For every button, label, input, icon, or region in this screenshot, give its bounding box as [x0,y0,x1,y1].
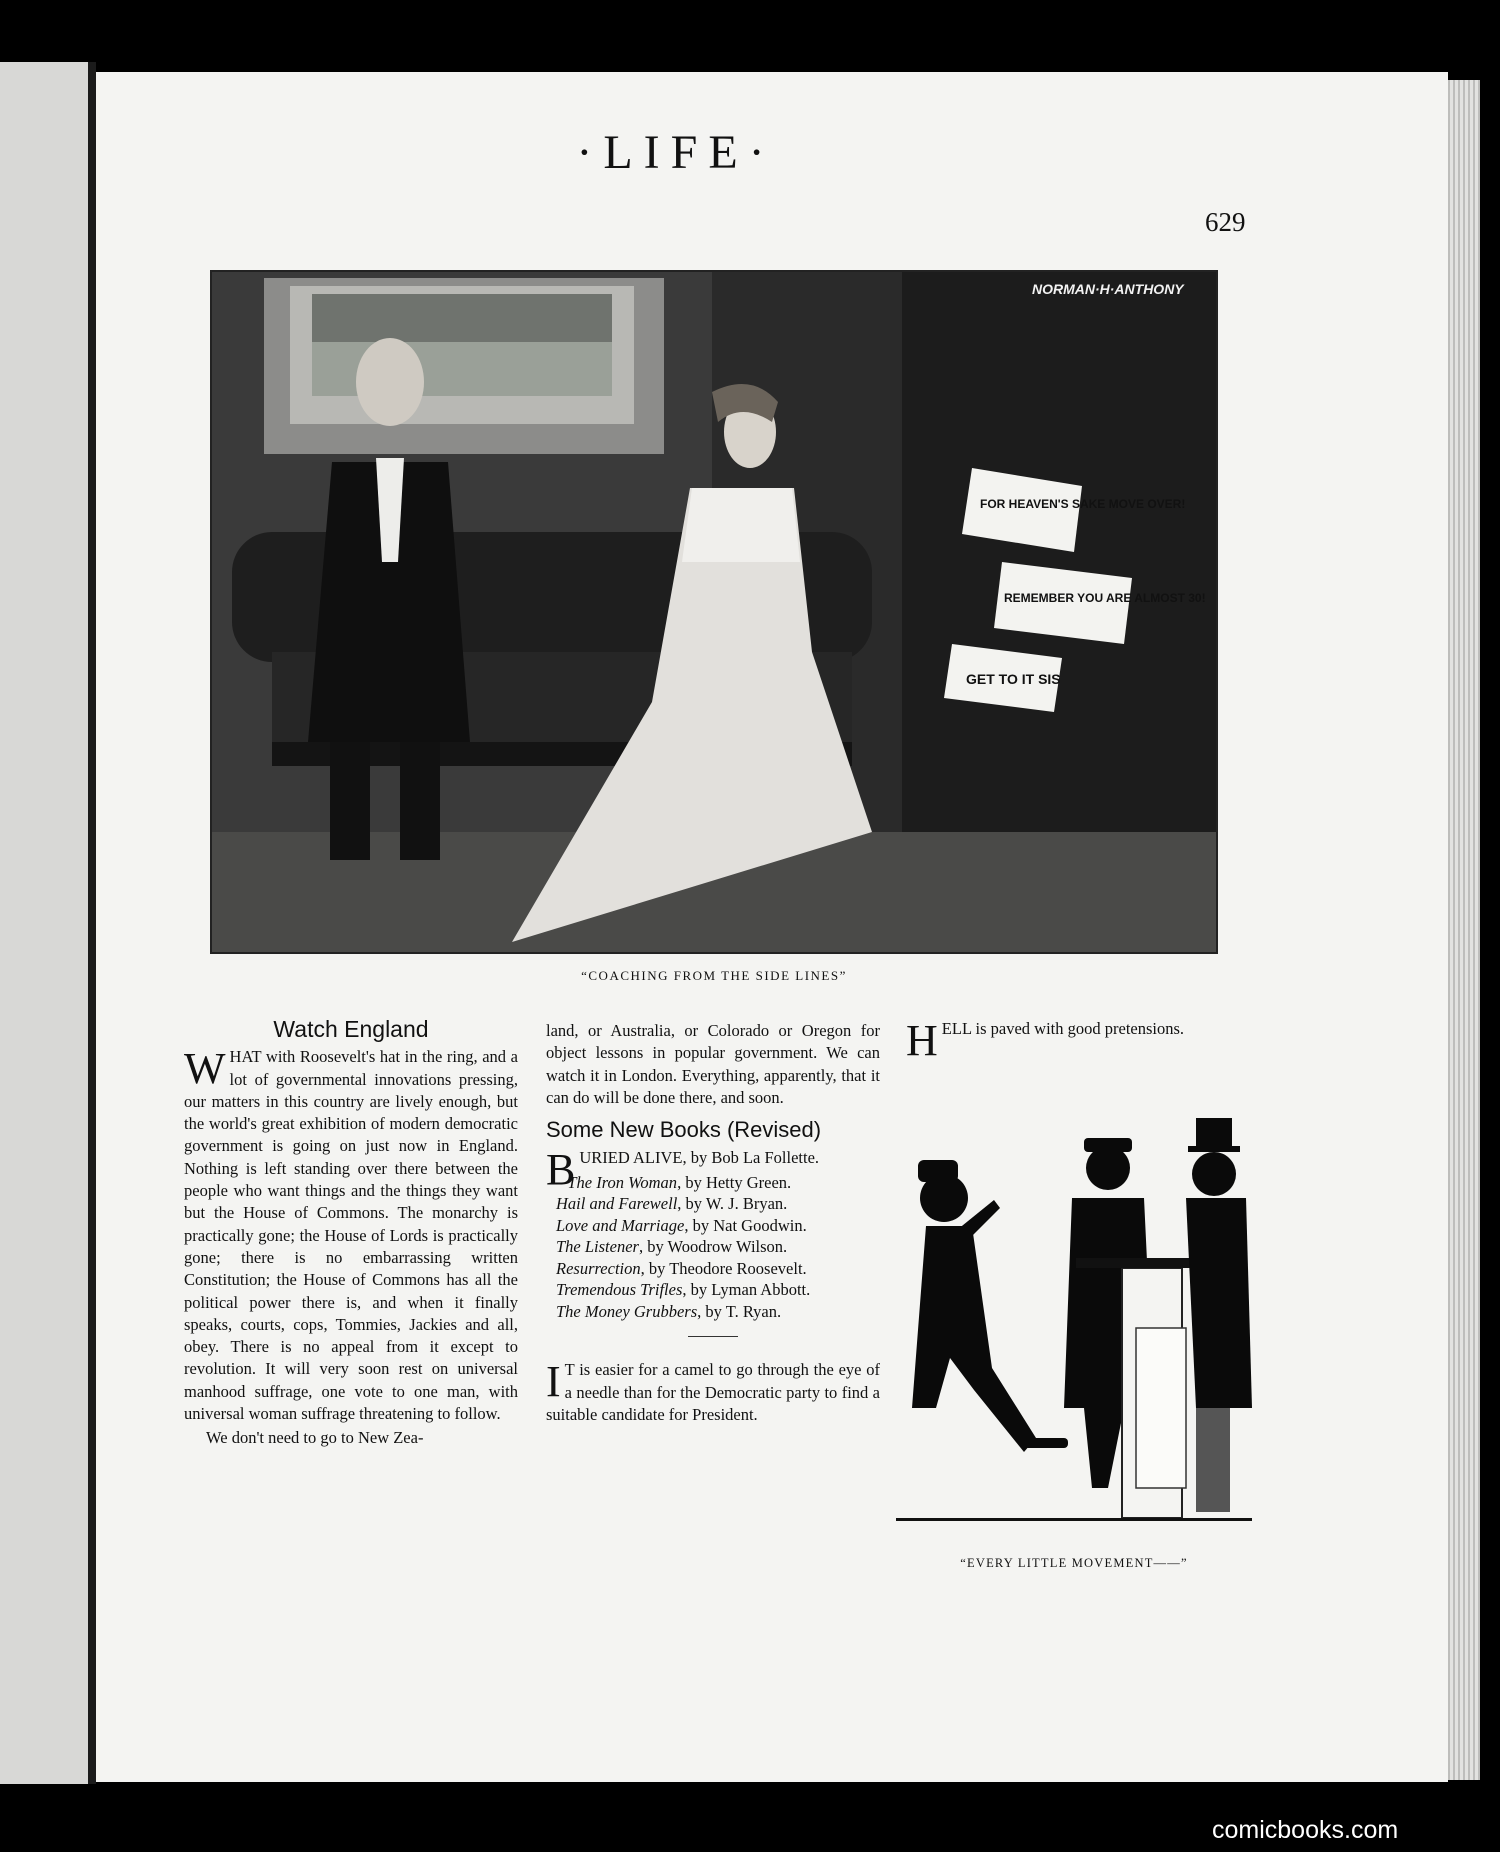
book-title: Hail and Farewell [556,1194,678,1214]
camel-text: T is easier for a camel to go through the eye of a needle than for the Democratic party to find a suitable candidate for President. [546,1360,880,1424]
top-hat-man-silhouette [1186,1118,1252,1512]
framed-painting [264,278,664,454]
watch-england-continuation: land, or Australia, or Colorado or Oregon for object lessons in popular government. We can watch it in London. Everything, apparently, that it can do will be done there, and soon. [546,1021,880,1107]
watch-england-paragraph-2: We don't need to go to New Zea- [206,1428,424,1448]
book-author: , by T. Ryan. [697,1301,782,1321]
coaching-illustration [210,270,1218,954]
book-author: , by Bob La Follette. [682,1148,820,1168]
site-watermark: comicbooks.com [1212,1816,1399,1844]
book-author: , by Theodore Roosevelt. [640,1258,807,1278]
hell-paragraph [906,1016,1246,1065]
page-edges [1448,80,1480,1780]
page-number: 629 [1205,207,1246,237]
every-little-movement-silhouette [896,1108,1252,1528]
section-divider [688,1336,738,1337]
dropcap-b: B [546,1145,576,1195]
artist-signature: NORMAN·H·ANTHONY [1032,281,1184,297]
book-title: Resurrection [556,1258,641,1278]
book-entry [546,1258,880,1280]
book-author: , by Woodrow Wilson. [638,1237,788,1257]
book-author: , by W. J. Bryan. [677,1194,788,1214]
book-entry [546,1301,880,1323]
book-entry [546,1172,880,1194]
dropcap-w: W [184,1044,226,1094]
camel-paragraph [546,1359,880,1426]
dancing-man-silhouette [912,1160,1068,1452]
book-title: The Iron Woman [567,1172,678,1192]
book-title: Tremendous Trifles [556,1280,683,1300]
masthead: ·LIFE· [576,126,776,179]
book-entry [546,1215,880,1237]
sign-almost-30: REMEMBER YOU ARE ALMOST 30! [1004,591,1206,605]
silhouette-caption: “EVERY LITTLE MOVEMENT——” [960,1556,1188,1570]
book-entry [546,1236,880,1258]
column-watch-england [184,1018,518,1452]
watch-england-headline: Watch England [273,1016,429,1042]
book-spine [88,62,96,1784]
book-author: , by Nat Goodwin. [684,1215,807,1235]
book-author: , by Hetty Green. [677,1172,792,1192]
book-title: Love and Marriage [556,1215,685,1235]
left-page-margin [0,62,88,1784]
book-title: The Money Grubbers [556,1301,698,1321]
watch-england-text-1: HAT with Roosevelt's hat in the ring, and a lot of governmental innovations pressing, our matters in this country are lively enough, but the world's great exhibition of modern democratic government is going on just now in England. Nothing is left standing over there between the people who want things and the things they want but the House of Commons. The monarchy is practically gone; the House of Lords is practically gone; there is no embarrassing written Constitution; the House of Commons has all the political power there is, and when it finally speaks, courts, cops, Tommies, Jackies and all, obey. There is no appeal from it except to revolution. It will very soon rest on universal manhood suffrage, one vote to one man, with universal woman suffrage threatening to follow. [184,1047,518,1424]
book-entry [546,1193,880,1215]
book-author: , by Lyman Abbott. [682,1280,811,1300]
sign-get-to-it: GET TO IT SIS [966,671,1061,687]
book-title: URIED ALIVE [579,1148,683,1168]
column-hell [906,1016,1246,1065]
illustration-caption: “COACHING FROM THE SIDE LINES” [581,968,847,983]
sign-move-over: FOR HEAVEN'S SAKE MOVE OVER! [980,497,1186,511]
book-entry [546,1279,880,1301]
dropcap-h: H [906,1016,938,1065]
some-new-books-headline: Some New Books (Revised) [546,1117,822,1143]
hell-text: ELL is paved with good pretensions. [941,1019,1185,1038]
watch-england-paragraph-1 [184,1046,518,1425]
book-title: The Listener [556,1237,639,1257]
dropcap-i: I [546,1357,561,1407]
column-books [546,1020,880,1428]
